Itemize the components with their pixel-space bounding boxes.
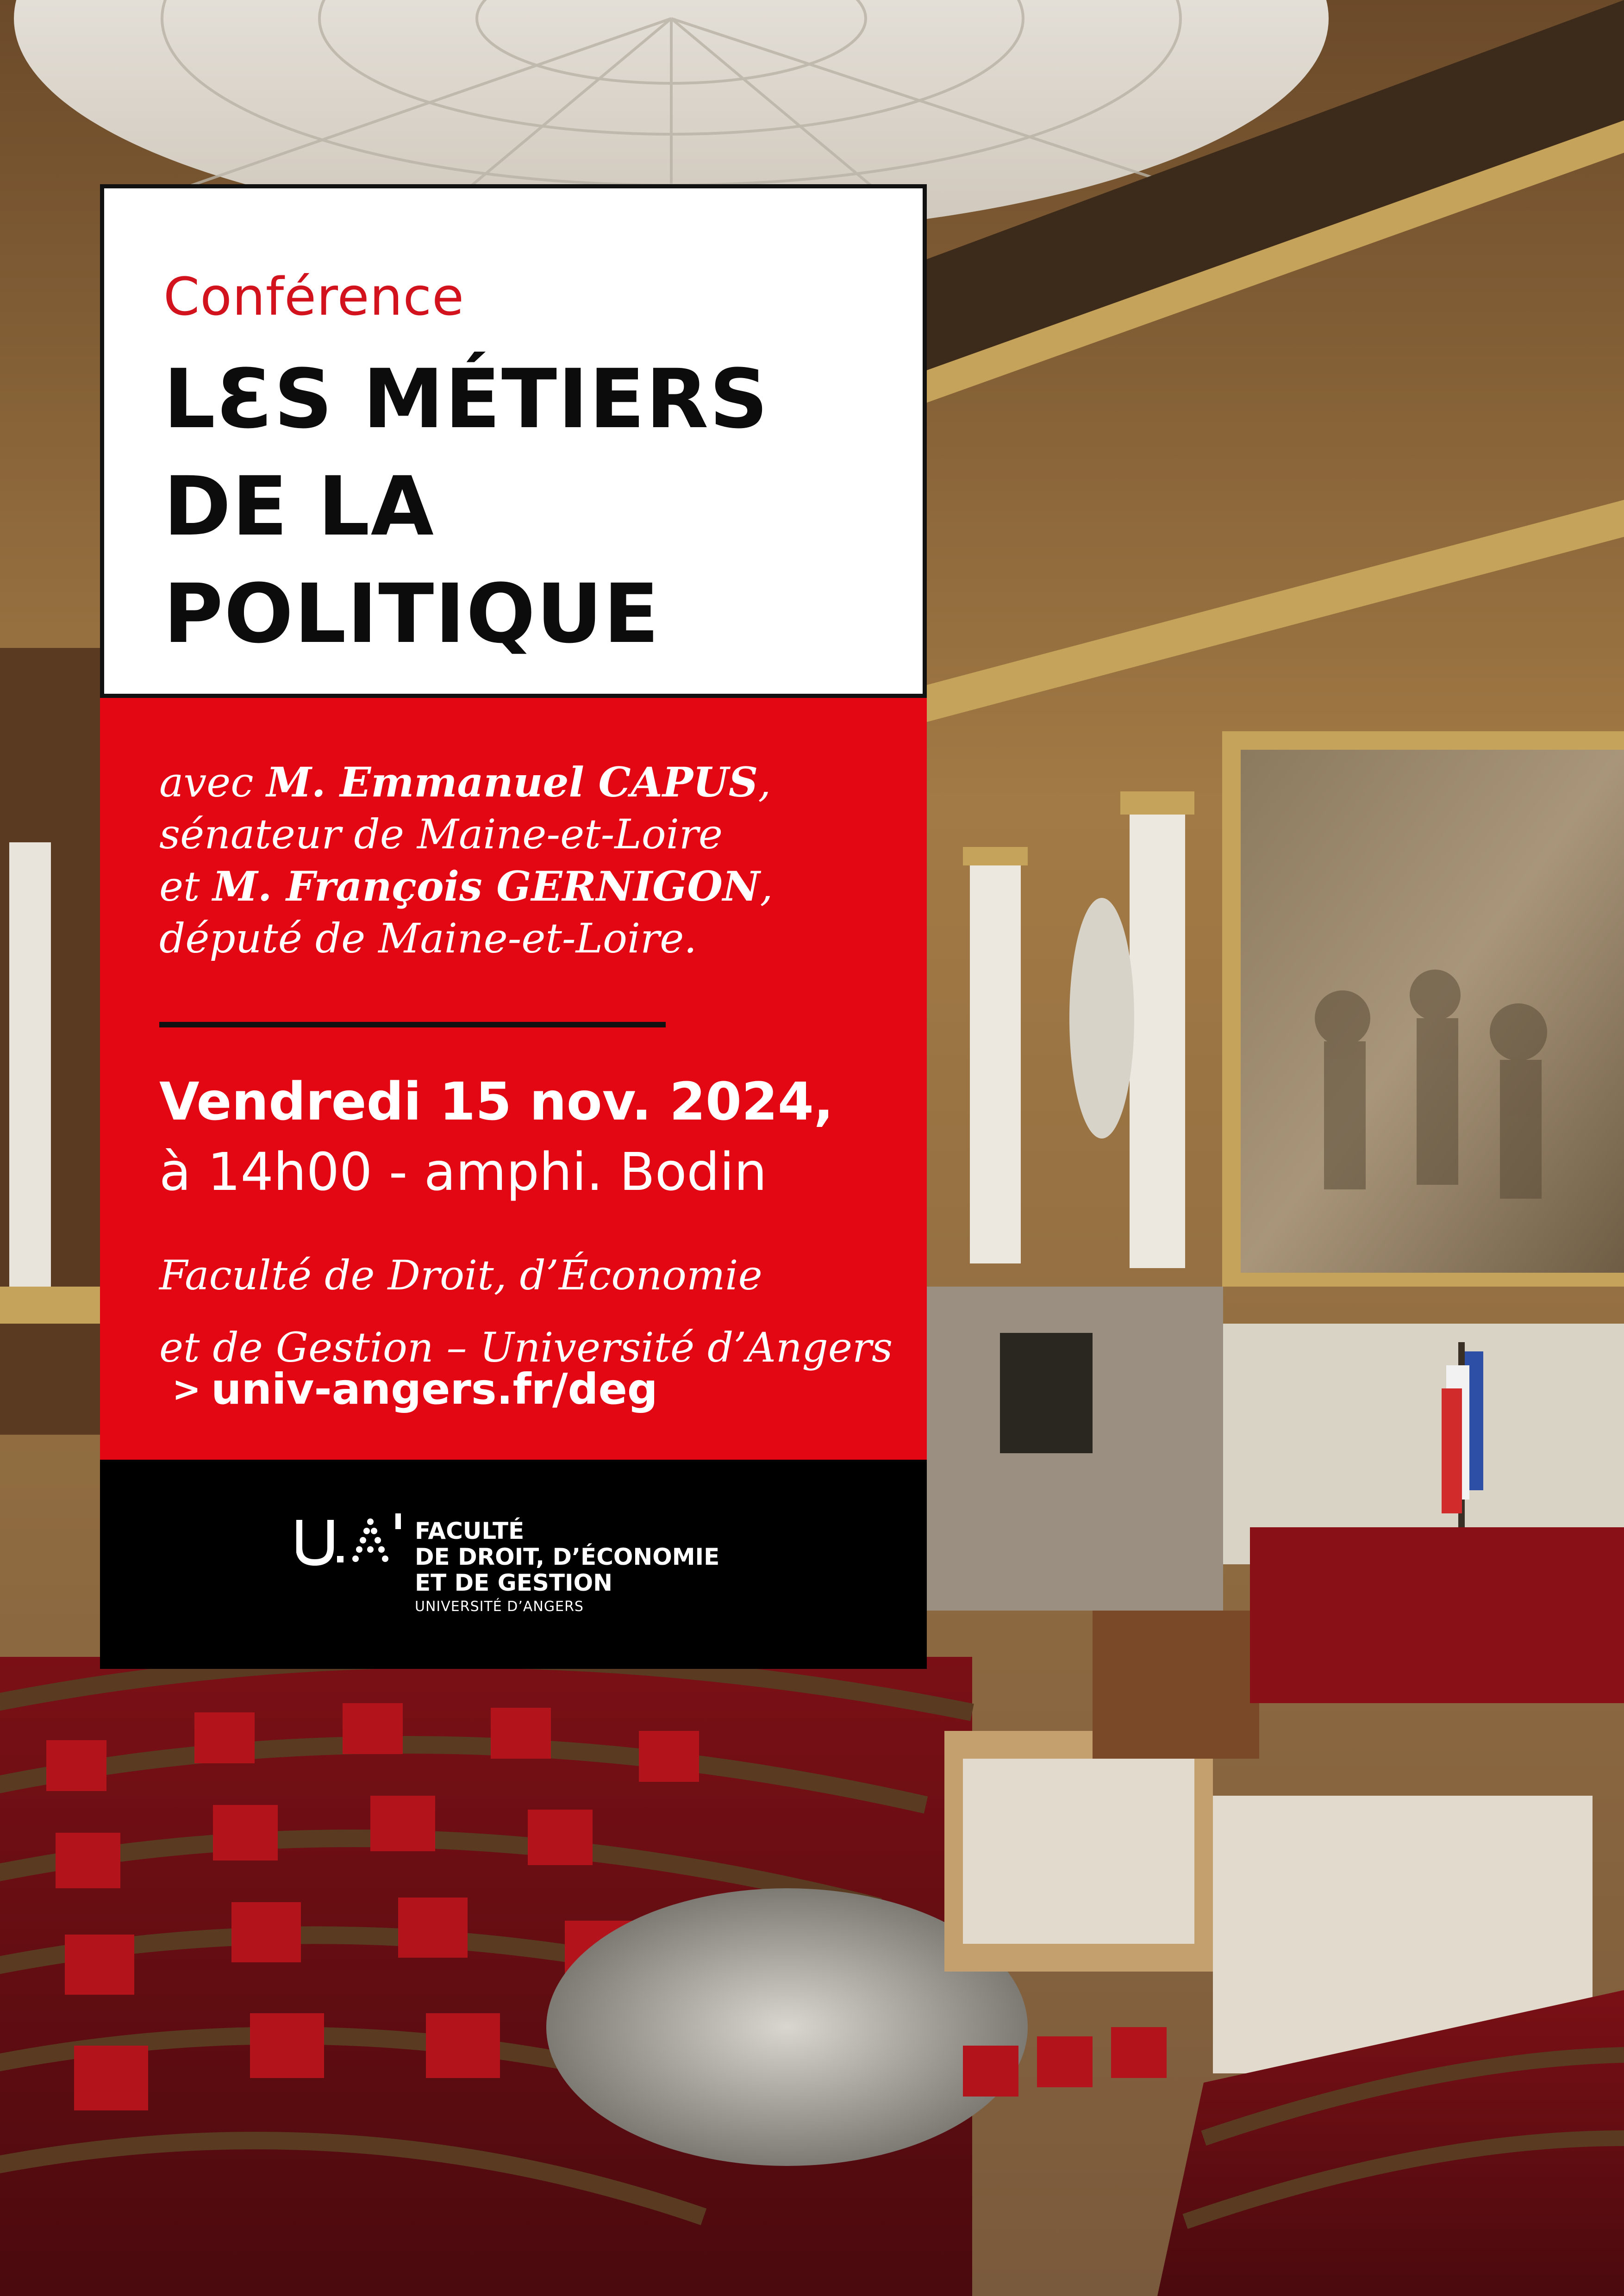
faculty-line-2: DE DROIT, D’ÉCONOMIE xyxy=(415,1543,720,1570)
speaker-1-role: sénateur de Maine-et-Loire xyxy=(159,810,723,858)
title-panel xyxy=(100,184,927,698)
speaker-2-role: député de Maine-et-Loire. xyxy=(159,915,697,962)
speaker-2-prefix: et xyxy=(159,863,213,910)
university-name: UNIVERSITÉ D’ANGERS xyxy=(415,1599,584,1615)
faculty-line-1: FACULTÉ xyxy=(415,1518,525,1544)
speakers-block xyxy=(159,756,773,964)
title-line-2: DE LA xyxy=(163,459,435,554)
speaker-1-prefix: avec xyxy=(159,759,267,806)
speaker-1-name: M. Emmanuel CAPUS xyxy=(266,758,758,806)
section-divider xyxy=(159,1022,666,1027)
speaker-1-suffix: , xyxy=(758,759,771,806)
venue-line-2: et de Gestion – Université d’Angers xyxy=(159,1324,893,1371)
speaker-2-line xyxy=(159,860,773,913)
website-link-text[interactable]: univ-angers.fr/deg xyxy=(211,1364,658,1414)
event-date: Vendredi 15 nov. 2024, xyxy=(159,1072,834,1132)
event-time-location: à 14h00 - amphi. Bodin xyxy=(159,1142,767,1202)
ua-logo-icon xyxy=(296,1511,403,1571)
speaker-1-line xyxy=(159,756,773,809)
venue-block xyxy=(159,1239,893,1384)
faculty-logo-bar xyxy=(100,1460,927,1669)
link-arrow-icon: > xyxy=(172,1369,201,1409)
faculty-line-3: ET DE GESTION xyxy=(415,1569,613,1596)
venue-line-1: Faculté de Droit, d’Économie xyxy=(159,1251,762,1299)
title-line-1: LƐS MÉTIERS xyxy=(163,352,769,447)
speaker-2-suffix: , xyxy=(760,863,773,910)
speaker-2-name: M. François GERNIGON xyxy=(212,862,760,910)
faculty-name xyxy=(415,1518,719,1596)
title-line-3: POLITIQUE xyxy=(163,566,660,661)
conference-kicker: Conférence xyxy=(163,267,465,327)
website-link[interactable] xyxy=(172,1364,658,1414)
conference-title xyxy=(163,346,769,668)
event-info-panel xyxy=(100,698,927,1460)
